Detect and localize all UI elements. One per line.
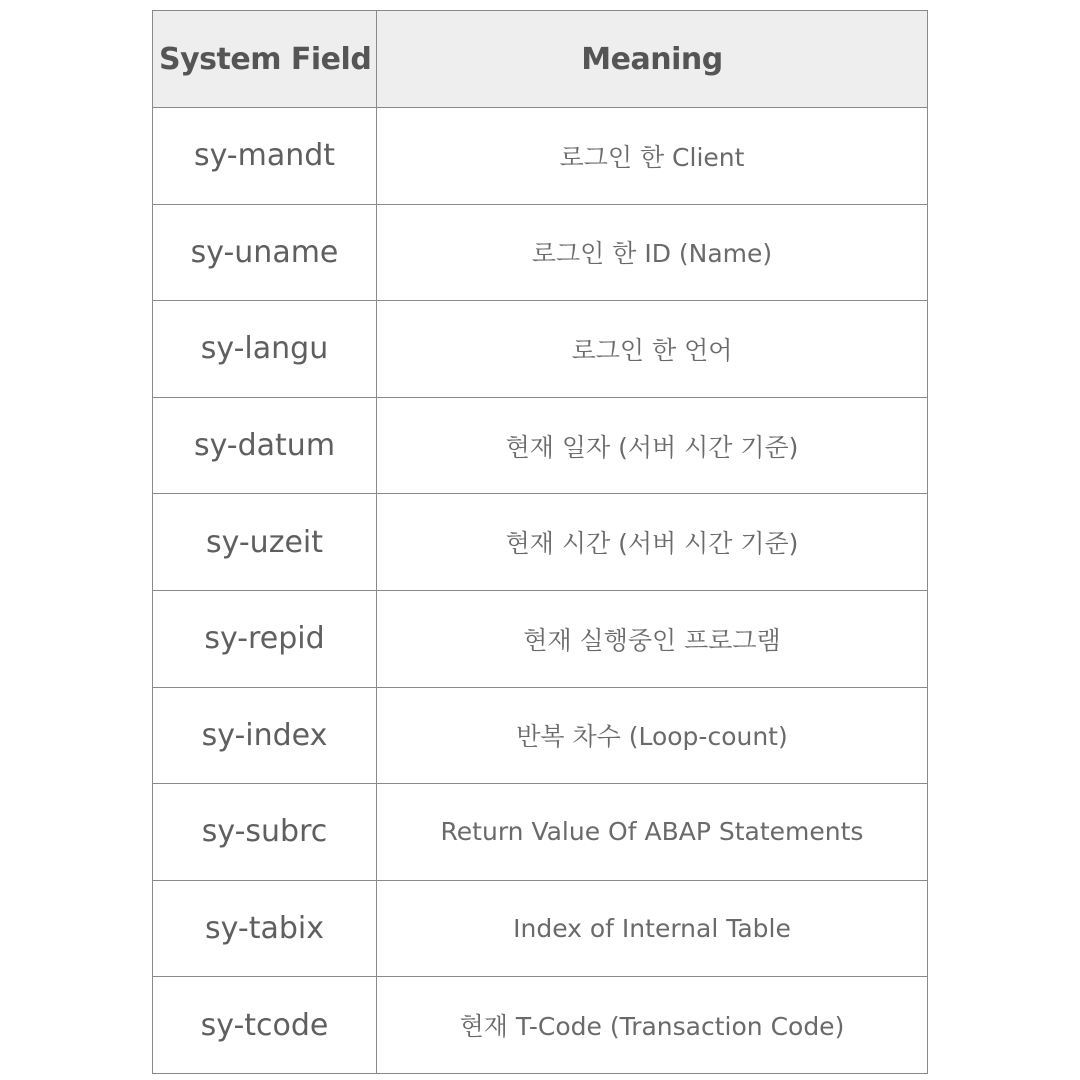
table-row	[153, 784, 928, 881]
table-row	[153, 397, 928, 494]
meaning-cell: 현재 일자 (서버 시간 기준)	[377, 397, 928, 494]
table-row	[153, 880, 928, 977]
table-row	[153, 977, 928, 1074]
header-system-field: System Field	[153, 11, 377, 108]
meaning-cell: 현재 T-Code (Transaction Code)	[377, 977, 928, 1074]
meaning-cell: 로그인 한 언어	[377, 301, 928, 398]
table-row	[153, 687, 928, 784]
table-row	[153, 590, 928, 687]
field-cell: sy-uzeit	[153, 494, 377, 591]
meaning-cell: Return Value Of ABAP Statements	[377, 784, 928, 881]
meaning-cell: 로그인 한 ID (Name)	[377, 204, 928, 301]
system-fields-table-container	[152, 10, 927, 1074]
field-cell: sy-tabix	[153, 880, 377, 977]
meaning-cell: 반복 차수 (Loop-count)	[377, 687, 928, 784]
meaning-cell: 현재 실행중인 프로그램	[377, 590, 928, 687]
field-cell: sy-datum	[153, 397, 377, 494]
field-cell: sy-uname	[153, 204, 377, 301]
table-header-row	[153, 11, 928, 108]
meaning-cell: Index of Internal Table	[377, 880, 928, 977]
field-cell: sy-mandt	[153, 108, 377, 205]
field-cell: sy-tcode	[153, 977, 377, 1074]
field-cell: sy-subrc	[153, 784, 377, 881]
table-row	[153, 204, 928, 301]
table-row	[153, 108, 928, 205]
field-cell: sy-repid	[153, 590, 377, 687]
system-fields-table	[152, 10, 928, 1074]
meaning-cell: 현재 시간 (서버 시간 기준)	[377, 494, 928, 591]
header-meaning: Meaning	[377, 11, 928, 108]
table-row	[153, 494, 928, 591]
meaning-cell: 로그인 한 Client	[377, 108, 928, 205]
field-cell: sy-index	[153, 687, 377, 784]
table-row	[153, 301, 928, 398]
field-cell: sy-langu	[153, 301, 377, 398]
